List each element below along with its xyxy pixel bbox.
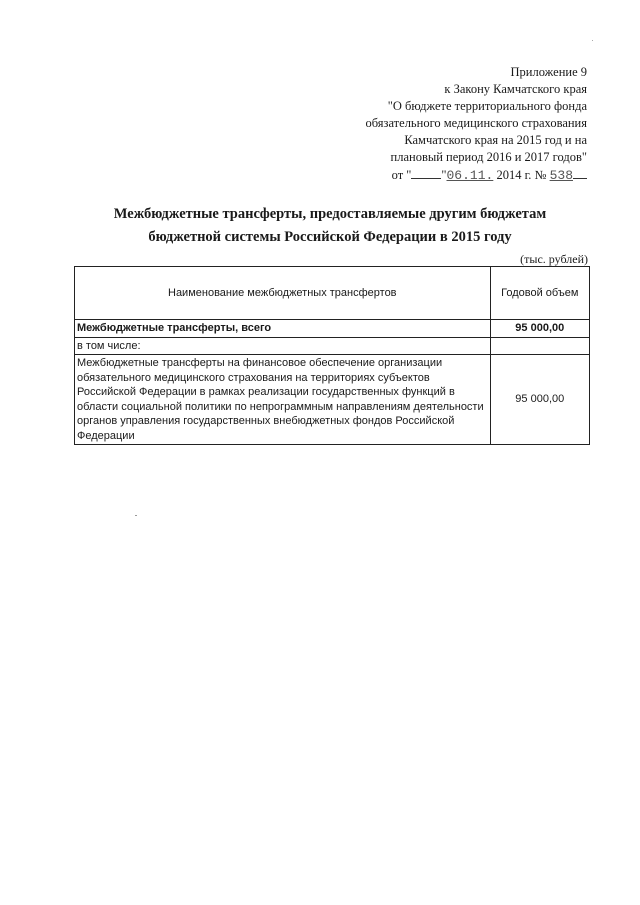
header-line: плановый период 2016 и 2017 годов" <box>390 150 587 164</box>
number-blank <box>573 166 587 179</box>
scan-speck <box>135 515 137 516</box>
header-line: к Закону Камчатского края <box>444 82 587 96</box>
date-blank <box>411 166 441 179</box>
header-line: Приложение 9 <box>510 65 587 79</box>
law-number: 538 <box>549 168 573 183</box>
table-row <box>75 337 590 355</box>
header-line: "О бюджете территориального фонда <box>387 99 587 113</box>
year-text: 2014 г. № <box>496 168 547 182</box>
table-row <box>75 355 590 445</box>
scan-speck <box>592 40 593 41</box>
date-prefix: от " <box>391 168 412 182</box>
row-value: 95 000,00 <box>490 355 589 445</box>
row-name: Межбюджетные трансферты на финансовое обеспечение организации обязательного медицинского страхования на территориях субъектов Российской Федерации в рамках реализации государственных функций в области социальной политики по непрограммным направлениям деятельности органов управления государственных внебюджетных фондов Российской Федерации <box>75 355 491 445</box>
title-line-2: бюджетной системы Российской Федерации в 2015 году <box>148 229 512 245</box>
column-header-volume: Годовой объем <box>490 267 589 320</box>
header-line: Камчатского края на 2015 год и на <box>404 133 587 147</box>
document-title <box>70 203 590 249</box>
law-date-line <box>287 166 587 184</box>
appendix-header <box>287 64 587 184</box>
row-name: в том числе: <box>75 337 491 355</box>
unit-label: (тыс. рублей) <box>520 252 588 266</box>
row-name: Межбюджетные трансферты, всего <box>75 320 491 338</box>
table-header-row <box>75 267 590 320</box>
title-line-1: Межбюджетные трансферты, предоставляемые другим бюджетам <box>113 206 547 222</box>
row-value <box>490 337 589 355</box>
date-quote: " <box>441 168 447 182</box>
column-header-name: Наименование межбюджетных трансфертов <box>75 267 491 320</box>
header-line: обязательного медицинского страхования <box>365 116 587 130</box>
law-date: 06.11. <box>446 168 494 183</box>
row-value: 95 000,00 <box>490 320 589 338</box>
table-row <box>75 320 590 338</box>
transfers-table <box>74 266 590 445</box>
